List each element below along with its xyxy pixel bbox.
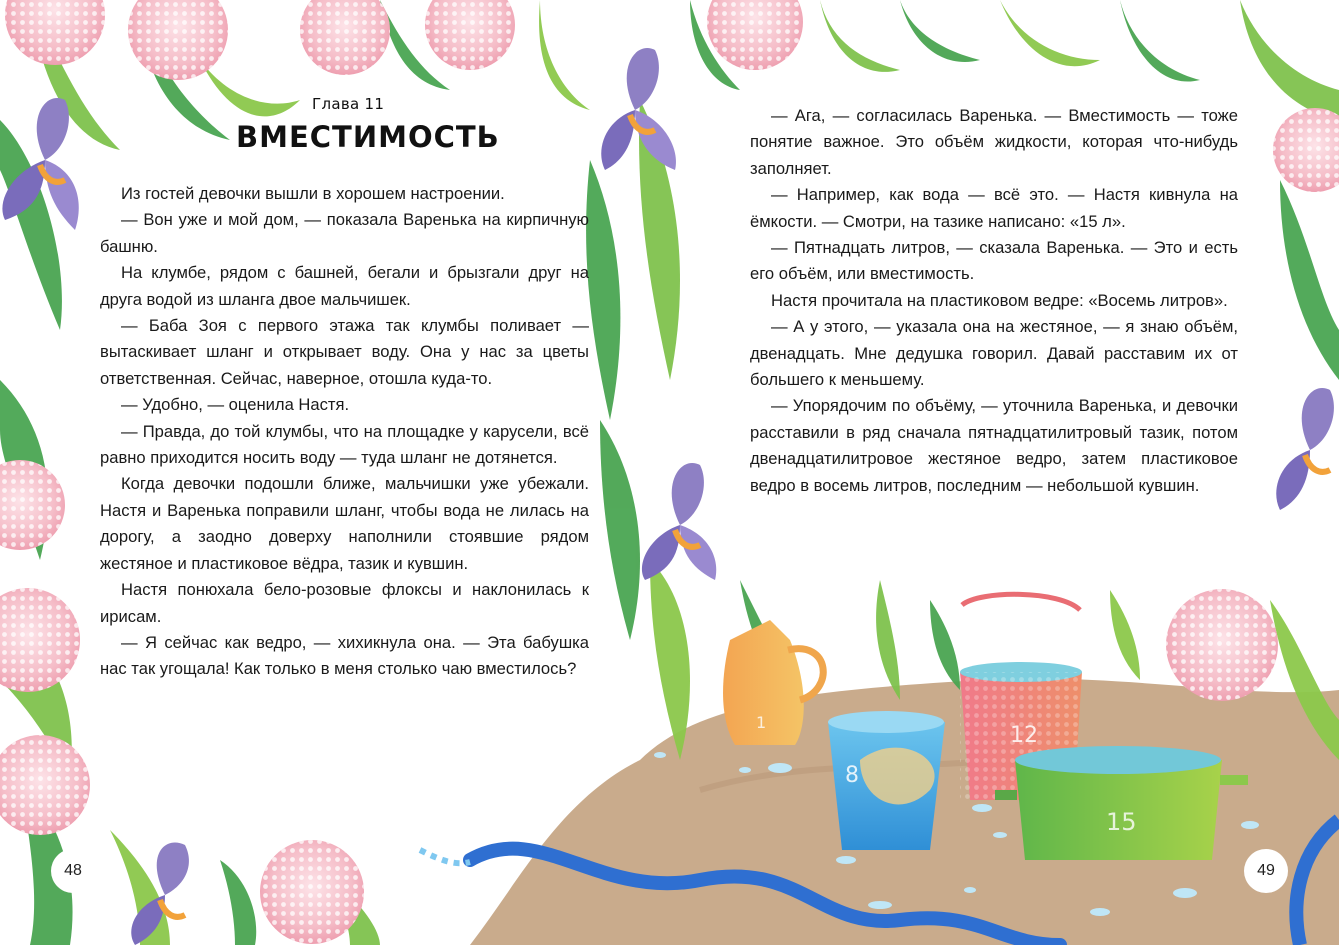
- jug-label: 1: [756, 713, 767, 732]
- paragraph: — Пятнадцать литров, — сказала Варенька. — Это и есть его объём, или вместимость.: [750, 238, 1238, 284]
- basin: [995, 746, 1248, 860]
- chapter-title: ВМЕСТИМОСТЬ: [236, 120, 500, 154]
- page-number-right: 49: [1244, 849, 1288, 893]
- plastic-bucket: [828, 711, 945, 850]
- paragraph: Когда девочки подошли ближе, мальчишки уже убежали. Настя и Варенька поправили шланг, чтобы вода не лилась на дорогу, а заодно доверху наполнили стоявшие рядом жестяное и пластиковое вёдра, тазик и кувшин.: [100, 474, 589, 573]
- paragraph: — Вон уже и мой дом, — показала Варенька на кирпичную башню.: [100, 210, 589, 256]
- paragraph: Настя прочитала на пластиковом ведре: «Восемь литров».: [771, 290, 1228, 310]
- paragraph: — Я сейчас как ведро, — хихикнула она. — Эта бабушка нас так угощала! Как только в меня столько чаю вместилось?: [100, 632, 589, 679]
- left-page-text: [100, 181, 589, 683]
- paragraph: — Упорядочим по объёму, — уточнила Варенька, и девочки расставили в ряд сначала пятнадцатилитровый тазик, потом двенадцатилитровое жестяное ведро, затем пластиковое ведро в восемь литров, последним — небольшой кувшин.: [750, 396, 1238, 495]
- paragraph: — Баба Зоя с первого этажа так клумбы поливает — вытаскивает шланг и открывает воду. Она у нас за цветы ответственная. Сейчас, наверное, отошла куда-то.: [100, 316, 589, 388]
- paragraph: Из гостей девочки вышли в хорошем настроении.: [121, 184, 505, 203]
- paragraph: — А у этого, — указала она на жестяное, — я знаю объём, двенадцать. Мне дедушка говорил. Давай расставим их от большего к меньшему.: [750, 317, 1238, 390]
- plastic-bucket-label: 8: [845, 763, 859, 788]
- paragraph: Настя понюхала бело-розовые флоксы и наклонилась к ирисам.: [100, 580, 589, 626]
- paragraph: На клумбе, рядом с башней, бегали и брызгали друг на друга водой из шланга двое мальчишек.: [100, 263, 589, 309]
- paragraph: — Ага, — согласилась Варенька. — Вместимость — тоже понятие важное. Это объём жидкости, которая что-нибудь заполняет.: [750, 106, 1238, 178]
- basin-label: 15: [1106, 808, 1137, 836]
- paragraph: — Правда, до той клумбы, что на площадке у карусели, всё равно приходится носить воду — туда шланг не дотянется.: [100, 421, 589, 468]
- tin-bucket-label: 12: [1010, 723, 1038, 748]
- page-number-left: 48: [51, 849, 95, 893]
- paragraph: — Удобно, — оценила Настя.: [121, 395, 350, 415]
- right-page-text: [750, 103, 1238, 499]
- paragraph: — Например, как вода — всё это. — Настя кивнула на ёмкости. — Смотри, на тазике написано: «15 л».: [750, 185, 1238, 231]
- chapter-label: Глава 11: [312, 95, 385, 113]
